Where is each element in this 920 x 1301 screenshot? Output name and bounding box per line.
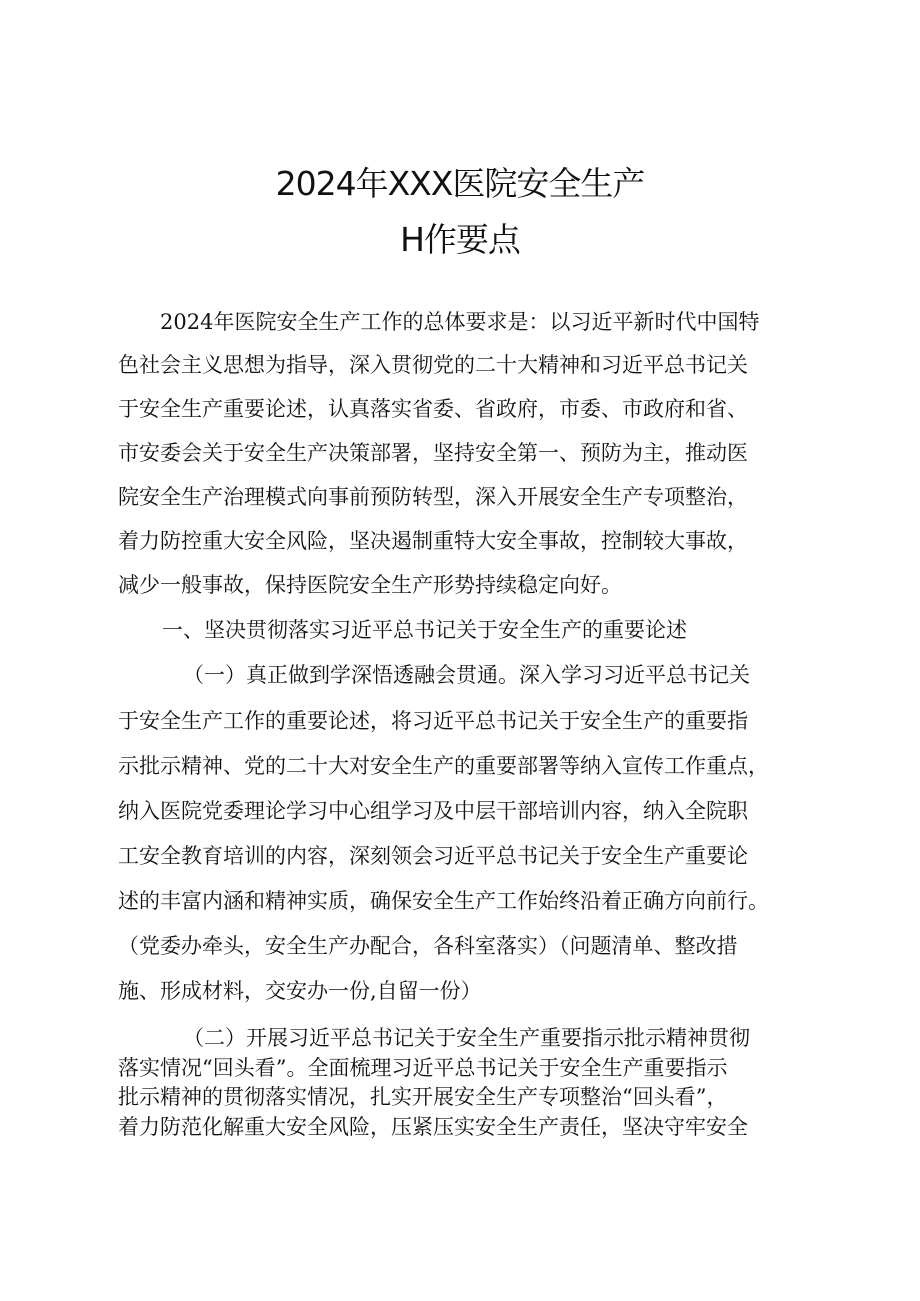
item2-line: （二）开展习近平总书记关于安全生产重要指示批示精神贯彻 [183, 1026, 750, 1050]
item2-line: 批示精神的贯彻落实情况，扎实开展安全生产专项整治“回头看”， [118, 1085, 728, 1109]
item2-line: 落实情况“回头看”。全面梳理习近平总书记关于安全生产重要指示 [118, 1056, 728, 1080]
intro-line: 着力防控重大安全风险，坚决遏制重特大安全事故，控制较大事故， [118, 529, 748, 553]
item1-line: 于安全生产工作的重要论述，将习近平总书记关于安全生产的重要指 [118, 709, 748, 733]
document-title-line-2: H作要点 [400, 220, 520, 259]
intro-line: 院安全生产治理模式向事前预防转型，深入开展安全生产专项整治， [118, 485, 748, 509]
intro-line: 色社会主义思想为指导，深入贯彻党的二十大精神和习近平总书记关 [118, 353, 748, 377]
intro-line: 2024年医院安全生产工作的总体要求是：以习近平新时代中国特 [160, 310, 760, 334]
item1-line: 施、形成材料，交安办一份,自留一份） [118, 979, 482, 1003]
item1-line: 示批示精神、党的二十大对安全生产的重要部署等纳入宣传工作重点， [118, 754, 769, 778]
intro-line: 市安委会关于安全生产决策部署，坚持安全第一、预防为主，推动医 [118, 441, 748, 465]
item1-line: 述的丰富内涵和精神实质，确保安全生产工作始终沿着正确方向前行。 [118, 889, 769, 913]
item2-line: 着力防范化解重大安全风险，压紧压实安全生产责任，坚决守牢安全 [118, 1115, 748, 1139]
intro-line: 减少一般事故，保持医院安全生产形势持续稳定向好。 [118, 573, 622, 597]
item1-line: 纳入医院党委理论学习中心组学习及中层干部培训内容，纳入全院职 [118, 799, 748, 823]
item1-line: 工安全教育培训的内容，深刻领会习近平总书记关于安全生产重要论 [118, 844, 748, 868]
item1-line: （一）真正做到学深悟透融会贯通。深入学习习近平总书记关 [183, 663, 750, 687]
document-title-line-1: 2024年XXX医院安全生产 [275, 164, 645, 203]
intro-line: 于安全生产重要论述，认真落实省委、省政府，市委、市政府和省、 [118, 397, 748, 421]
section-heading: 一、坚决贯彻落实习近平总书记关于安全生产的重要论述 [162, 618, 687, 642]
item1-line: （党委办牵头，安全生产办配合，各科室落实）（问题清单、整改措 [118, 934, 738, 958]
